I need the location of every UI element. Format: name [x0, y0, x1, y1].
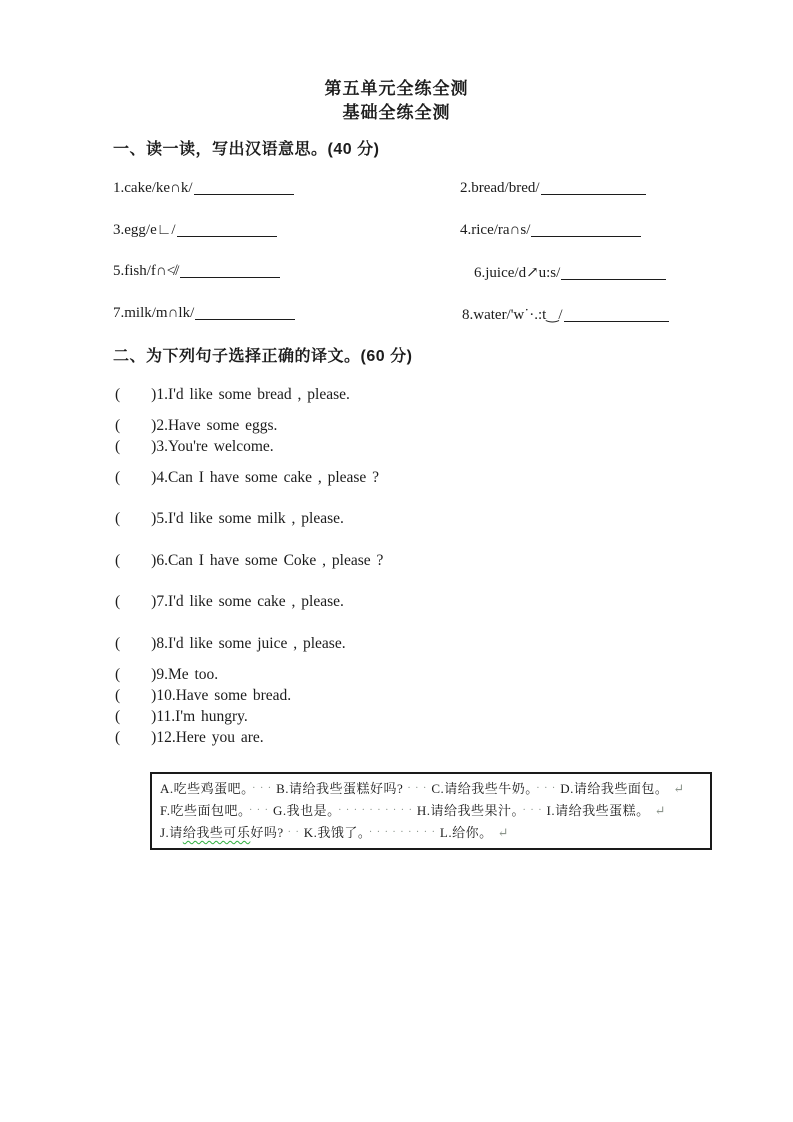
- sentence-row: [115, 635, 346, 653]
- answer-option: I.请给我些蛋糕。: [546, 803, 650, 818]
- answer-blank-line: [531, 222, 641, 237]
- answer-paren: (: [115, 510, 121, 527]
- answer-blank-line: [180, 263, 280, 278]
- line-break-icon: ↵: [497, 825, 509, 840]
- sentence-text: )9.Me too.: [151, 666, 219, 683]
- answer-option: 好吗?: [250, 825, 284, 840]
- dots-separator: · · ·: [252, 783, 273, 794]
- sentence-text: )6.Can I have some Coke , please ?: [151, 552, 384, 569]
- section1-heading: 一、读一读，写出汉语意思。(40 分): [113, 141, 380, 158]
- answer-paren: (: [115, 729, 121, 746]
- answer-options-box: [150, 772, 712, 850]
- line-break-icon: ↵: [654, 803, 666, 818]
- answer-paren: (: [115, 635, 121, 652]
- sentence-text: )4.Can I have some cake , please ?: [151, 469, 380, 486]
- answer-option-line: [160, 800, 703, 822]
- vocab-word-label: 5.fish/f∩≮/: [113, 263, 180, 279]
- spellcheck-wavy-text: 给我些可乐: [182, 825, 251, 840]
- answer-paren: (: [115, 386, 121, 403]
- answer-blank-line: [541, 180, 646, 195]
- sentence-row: [115, 386, 350, 404]
- answer-option: C.请给我些牛奶。: [431, 781, 533, 796]
- vocab-word-label: 1.cake/ke∩k/: [113, 180, 193, 196]
- sentence-row: [115, 469, 379, 487]
- sentence-row: [115, 438, 274, 456]
- answer-blank-line: [195, 305, 295, 320]
- vocab-item: [113, 180, 294, 197]
- answer-blank-line: [564, 307, 669, 322]
- vocab-word-label: 8.water/'w˙·.:t‿/: [462, 307, 563, 323]
- answer-paren: (: [115, 708, 121, 725]
- dots-separator: · ·: [287, 827, 300, 838]
- sentence-row: [115, 666, 218, 684]
- sentence-text: )12.Here you are.: [151, 729, 264, 746]
- sentence-row: [115, 593, 344, 611]
- sentence-text: )11.I'm hungry.: [151, 708, 248, 725]
- answer-option: D.请给我些面包。: [560, 781, 669, 796]
- answer-blank-line: [561, 265, 666, 280]
- answer-paren: (: [115, 552, 121, 569]
- sentence-text: )1.I'd like some bread , please.: [151, 386, 350, 403]
- sentence-row: [115, 687, 291, 705]
- sentence-row: [115, 729, 264, 747]
- answer-paren: (: [115, 666, 121, 683]
- answer-option: L.给你。: [439, 825, 493, 840]
- dots-separator: · · ·: [536, 783, 557, 794]
- sentence-text: )3.You're welcome.: [151, 438, 274, 455]
- answer-option: A.吃些鸡蛋吧。: [160, 781, 249, 796]
- dots-separator: · · ·: [248, 805, 269, 816]
- sentence-text: )8.I'd like some juice , please.: [151, 635, 346, 652]
- answer-paren: (: [115, 687, 121, 704]
- line-break-icon: ↵: [673, 781, 685, 796]
- sentence-text: )2.Have some eggs.: [151, 417, 278, 434]
- answer-option: B.请给我些蛋糕好吗?: [276, 781, 404, 796]
- answer-option: F.吃些面包吧。: [160, 803, 245, 818]
- vocab-item: [462, 305, 669, 324]
- answer-paren: (: [115, 438, 121, 455]
- sentence-text: )10.Have some bread.: [151, 687, 292, 704]
- vocab-word-label: 6.juice/d↗u:s/: [474, 265, 561, 281]
- page-subtitle: 基础全练全测: [342, 103, 451, 122]
- answer-paren: (: [115, 469, 121, 486]
- answer-blank-line: [194, 180, 294, 195]
- sentence-row: [115, 708, 248, 726]
- page-title: 第五单元全练全测: [324, 79, 469, 98]
- vocab-word-label: 7.milk/m∩lk/: [113, 305, 195, 321]
- sentence-text: )5.I'd like some milk , please.: [151, 510, 344, 527]
- vocab-item: [460, 222, 641, 239]
- vocab-item: [113, 305, 295, 322]
- dots-separator: · · · · · · · · · ·: [338, 805, 413, 816]
- sentence-row: [115, 417, 277, 435]
- sentence-text: )7.I'd like some cake , please.: [151, 593, 344, 610]
- answer-option: H.请给我些果汁。: [416, 803, 519, 818]
- answer-paren: (: [115, 593, 121, 610]
- answer-blank-line: [177, 222, 277, 237]
- answer-option: G.我也是。: [272, 803, 335, 818]
- answer-option-line: [160, 778, 703, 800]
- dots-separator: · · · · · · · · ·: [368, 827, 436, 838]
- answer-option: K.我饿了。: [303, 825, 365, 840]
- dots-separator: · · ·: [522, 805, 543, 816]
- vocab-item: [113, 263, 280, 280]
- dots-separator: · · ·: [407, 783, 428, 794]
- vocab-item: [474, 263, 666, 282]
- vocab-word-label: 3.egg/e∟/: [113, 222, 176, 238]
- answer-paren: (: [115, 417, 121, 434]
- sentence-row: [115, 552, 383, 570]
- answer-option-line: [160, 822, 703, 844]
- sentence-row: [115, 510, 344, 528]
- vocab-item: [460, 180, 646, 197]
- vocab-word-label: 4.rice/ra∩s/: [460, 222, 531, 238]
- answer-option: J.请: [160, 825, 183, 840]
- section2-heading: 二、为下列句子选择正确的译文。(60 分): [113, 348, 413, 365]
- vocab-item: [113, 222, 277, 239]
- vocab-word-label: 2.bread/bred/: [460, 180, 540, 196]
